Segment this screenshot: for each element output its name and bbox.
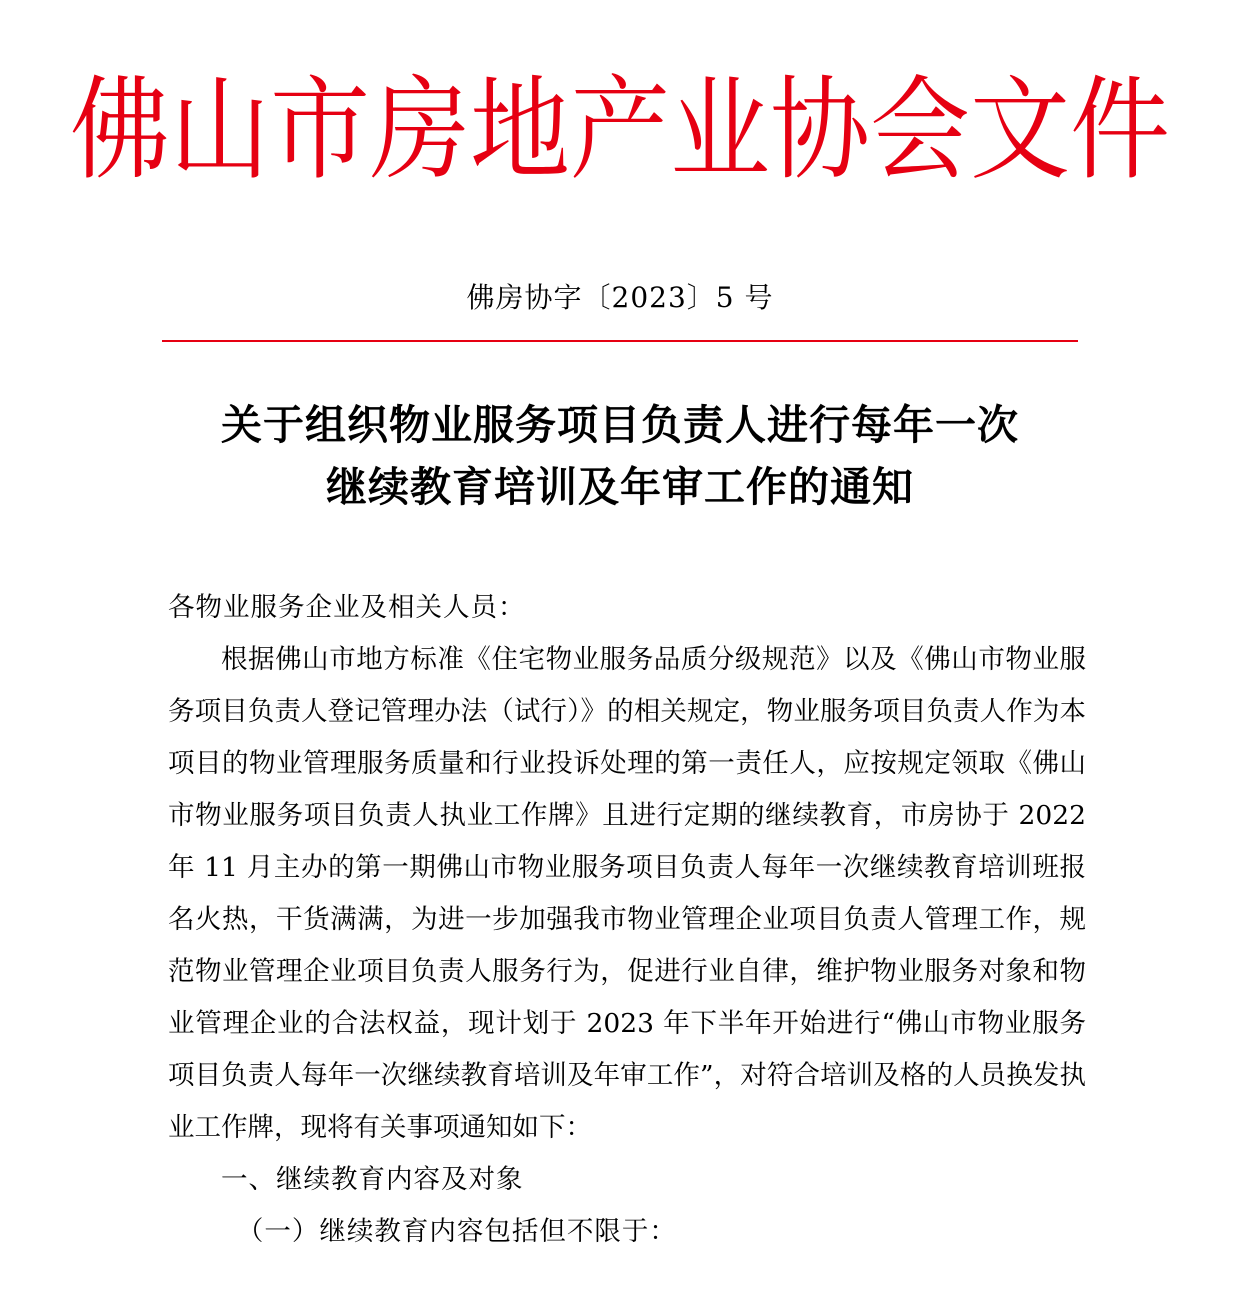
red-divider-rule bbox=[162, 340, 1078, 342]
notice-body bbox=[168, 582, 1086, 1258]
masthead-title: 佛山市房地产业协会文件 bbox=[70, 64, 1170, 196]
notice-title bbox=[150, 394, 1090, 518]
section-heading: 一、继续教育内容及对象 bbox=[221, 1164, 524, 1195]
document-number: 佛房协字〔2023〕5 号 bbox=[466, 281, 774, 314]
salutation: 各物业服务企业及相关人员： bbox=[168, 592, 526, 623]
notice-title-line-1: 关于组织物业服务项目负责人进行每年一次 bbox=[221, 401, 1019, 449]
body-paragraph: 根据佛山市地方标准《住宅物业服务品质分级规范》以及《佛山市物业服务项目负责人登记管理办法（试行）》的相关规定，物业服务项目负责人作为本项目的物业管理服务质量和行业投诉处理的第一责任人，应按规定领取《佛山市物业服务项目负责人执业工作牌》且进行定期的继续教育，市房协于 2022 年 11 月主办的第一期佛山市物业服务项目负责人每年一次继续教育培训班报名火热，干货满满，为进一步加强我市物业管理企业项目负责人管理工作，规范物业管理企业项目负责人服务行为，促进行业自律，维护物业服务对象和物业管理企业的合法权益，现计划于 2023 年下半年开始进行“佛山市物业服务项目负责人每年一次继续教育培训及年审工作”，对符合培训及格的人员换发执业工作牌，现将有关事项通知如下： bbox=[168, 644, 1086, 1143]
notice-title-line-2: 继续教育培训及年审工作的通知 bbox=[326, 463, 914, 511]
sub-section-heading: （一）继续教育内容包括但不限于： bbox=[236, 1216, 677, 1247]
